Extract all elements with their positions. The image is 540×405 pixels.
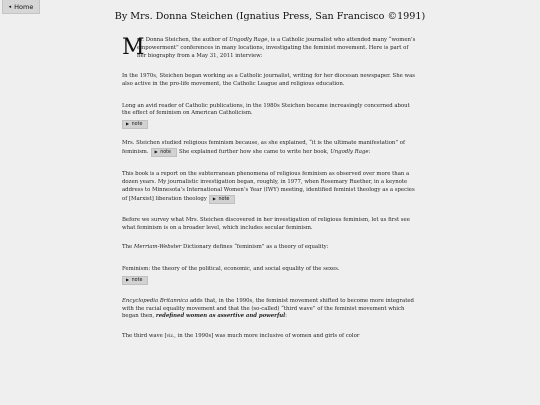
note-button[interactable]: ▶ note (209, 195, 235, 204)
blockquote-2: Long an avid reader of Catholic publications, in the 1980s Steichen became increasingly concerned about the effect of feminism on American Catholicism. ▶ note (122, 102, 410, 128)
play-triangle-icon: ▶ (212, 195, 216, 201)
play-triangle-icon: ▶ (126, 276, 130, 282)
emphasis-text: redefined women as assertive and powerful (155, 313, 286, 320)
paragraph-3: The Merriam-Webster Dictionary defines “feminism” as a theory of equality: (122, 243, 329, 250)
paragraph-2: Before we survey what Mrs. Steichen discovered in her investigation of religious feminism, let us first see what feminism is on a broader level, which includes secular feminism. (122, 216, 410, 231)
paragraph-4: Encyclopedia Britannica adds that, in the 1990s, the feminist movement shifted to become more integrated with the racial equality movement and that the (so-called) “third wave” of the feminist movement which began then, redefined women as assertive and powerful: (122, 297, 414, 320)
drop-cap: M (122, 35, 145, 60)
source-title: Encyclopedia Britannica (122, 297, 189, 304)
blockquote-4: Feminism: the theory of the political, economic, and social equality of the sexes. ▶ note (122, 265, 340, 283)
left-arrow-icon: ◂ (8, 3, 12, 10)
book-title: Ungodly Rage (330, 149, 369, 156)
note-button[interactable]: ▶ note (151, 148, 177, 157)
blockquote-1: In the 1970s, Steichen began working as a Catholic journalist, writing for her diocesan newspaper. She was also active in the pro-life movement, the Catholic League and religious education. (122, 72, 416, 87)
note-button[interactable]: ▶ note (122, 276, 148, 285)
blockquote-3: This book is a report on the subterranean phenomena of religious feminism as observed over more than a dozen years. My journalistic investigation began, roughly, in 1977, when Rosemary Ruether, in a keynote address to Minnesota’s International Women’s Year (IWY) meeting, identified feminist theology as a species of [Marxist] liberation theology ▶ note (122, 171, 415, 202)
blockquote-5: The third wave [viz., in the 1990s] was much more inclusive of women and girls of color (122, 333, 360, 340)
paragraph-1: Mrs. Steichen studied religious feminism because, as she explained, “it is the ultimate manifestation” of feminism. ▶ note She explained further how she came to write her book, Ungodly Rage: (122, 140, 405, 156)
article-body (122, 37, 418, 341)
play-triangle-icon: ▶ (154, 149, 158, 155)
source-title: Merriam-Webster (133, 243, 182, 250)
page-title: By Mrs. Donna Steichen (Ignatius Press, San Francisco ©1991) (114, 11, 426, 22)
book-title: Ungodly Rage (229, 37, 268, 43)
play-triangle-icon: ▶ (126, 121, 130, 127)
home-label: Home (14, 2, 34, 11)
intro-paragraph: M rs. Donna Steichen, the author of Ungodly Rage, is a Catholic journalist who attended many “women’s empowerment” conferences in many locations, investigating the feminist movement. Here is part of her biography from a May 31, 2011 interview: (122, 35, 416, 60)
note-button[interactable]: ▶ note (122, 120, 148, 129)
